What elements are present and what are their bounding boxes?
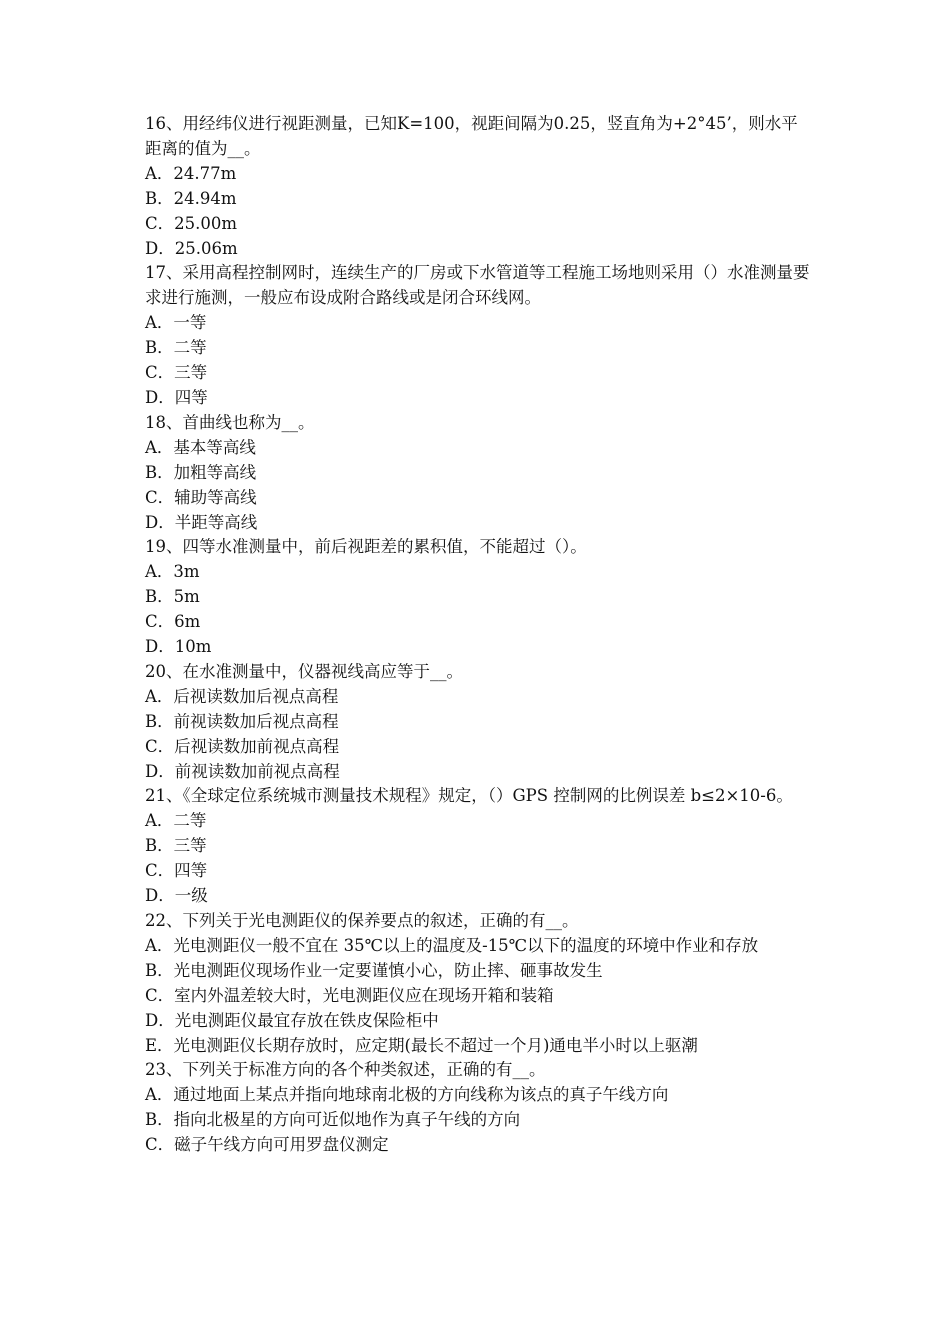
option-a: A．后视读数加后视点高程 xyxy=(145,686,339,706)
option-b: B．前视读数加后视点高程 xyxy=(145,711,339,731)
option-a: A．基本等高线 xyxy=(145,437,256,457)
option-a: A．光电测距仪一般不宜在 35℃以上的温度及-15℃以下的温度的环境中作业和存放 xyxy=(145,935,759,955)
option-c: C．室内外温差较大时，光电测距仪应在现场开箱和装箱 xyxy=(145,985,554,1005)
question-18 xyxy=(145,411,810,536)
question-20 xyxy=(145,660,810,785)
option-e: E．光电测距仪长期存放时，应定期(最长不超过一个月)通电半小时以上驱潮 xyxy=(145,1035,698,1055)
option-b: B．5m xyxy=(145,587,200,607)
option-b: B．三等 xyxy=(145,836,207,856)
option-c: C．后视读数加前视点高程 xyxy=(145,736,340,756)
question-23 xyxy=(145,1058,810,1158)
option-c: C．磁子午线方向可用罗盘仪测定 xyxy=(145,1135,389,1155)
option-c: C．6m xyxy=(145,612,201,632)
question-stem: 21、《全球定位系统城市测量技术规程》规定，（）GPS 控制网的比例误差 b≤2×10-6。 xyxy=(145,786,793,806)
question-stem: 17、采用高程控制网时，连续生产的厂房或下水管道等工程施工场地则采用（）水准测量要求进行施测，一般应布设成附合路线或是闭合环线网。 xyxy=(145,263,810,308)
exam-page xyxy=(145,112,810,1158)
question-stem: 16、用经纬仪进行视距测量，已知K=100，视距间隔为0.25，竖直角为+2°45’，则水平距离的值为__。 xyxy=(145,114,798,158)
question-22 xyxy=(145,909,810,1058)
option-d: D．半距等高线 xyxy=(145,512,258,532)
question-17 xyxy=(145,261,810,410)
option-d: D．光电测距仪最宜存放在铁皮保险柜中 xyxy=(145,1010,439,1030)
option-d: D．25.06m xyxy=(145,238,238,258)
option-b: B．加粗等高线 xyxy=(145,462,257,482)
option-d: D．前视读数加前视点高程 xyxy=(145,761,340,781)
option-a: A．一等 xyxy=(145,313,207,333)
option-c: C．辅助等高线 xyxy=(145,487,257,507)
option-b: B．二等 xyxy=(145,338,207,358)
question-stem: 20、在水准测量中，仪器视线高应等于__。 xyxy=(145,661,463,681)
option-c: C．四等 xyxy=(145,861,208,881)
option-b: B．24.94m xyxy=(145,188,237,208)
question-21 xyxy=(145,784,810,909)
option-b: B．指向北极星的方向可近似地作为真子午线的方向 xyxy=(145,1110,521,1130)
question-stem: 23、下列关于标准方向的各个种类叙述，正确的有__。 xyxy=(145,1060,546,1080)
option-d: D．四等 xyxy=(145,387,208,407)
question-stem: 19、四等水准测量中，前后视距差的累积值，不能超过（）。 xyxy=(145,537,587,557)
option-a: A．二等 xyxy=(145,811,207,831)
option-a: A．通过地面上某点并指向地球南北极的方向线称为该点的真子午线方向 xyxy=(145,1085,669,1105)
question-16 xyxy=(145,112,810,261)
option-a: A．3m xyxy=(145,562,200,582)
option-b: B．光电测距仪现场作业一定要谨慎小心，防止摔、砸事故发生 xyxy=(145,960,603,980)
option-c: C．25.00m xyxy=(145,213,238,233)
option-c: C．三等 xyxy=(145,363,208,383)
question-19 xyxy=(145,535,810,660)
option-d: D．10m xyxy=(145,637,212,657)
option-d: D．一级 xyxy=(145,886,208,906)
option-a: A．24.77m xyxy=(145,163,237,183)
question-stem: 22、下列关于光电测距仪的保养要点的叙述，正确的有__。 xyxy=(145,911,579,930)
question-stem: 18、首曲线也称为__。 xyxy=(145,412,315,432)
